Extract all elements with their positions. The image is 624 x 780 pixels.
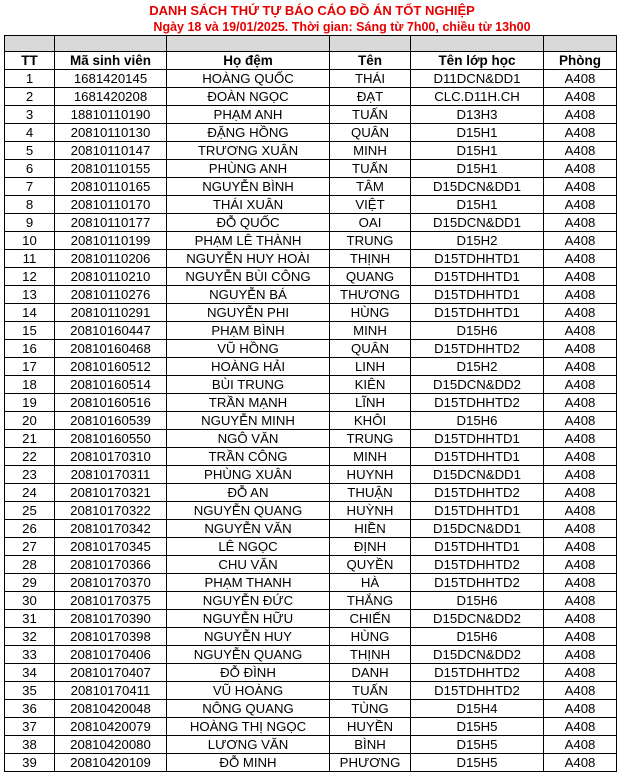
- room-cell: A408: [544, 178, 617, 196]
- room-cell: A408: [544, 466, 617, 484]
- surname-cell: BÙI TRUNG: [167, 376, 330, 394]
- room-cell: A408: [544, 736, 617, 754]
- table-row: [5, 430, 617, 448]
- class-cell: D15H6: [411, 322, 544, 340]
- row-number-cell: 3: [5, 106, 55, 124]
- room-cell: A408: [544, 394, 617, 412]
- blank-cell: [544, 36, 617, 52]
- column-header-room: Phòng: [544, 52, 617, 70]
- surname-cell: NGUYỄN VĂN: [167, 520, 330, 538]
- class-cell: D15DCN&DD1: [411, 178, 544, 196]
- surname-cell: TRẦN CÔNG: [167, 448, 330, 466]
- table-row: [5, 322, 617, 340]
- surname-cell: NÔNG QUANG: [167, 700, 330, 718]
- table-row: [5, 538, 617, 556]
- row-number-cell: 25: [5, 502, 55, 520]
- row-number-cell: 2: [5, 88, 55, 106]
- student-id-cell: 20810170310: [55, 448, 167, 466]
- row-number-cell: 13: [5, 286, 55, 304]
- table-row: [5, 412, 617, 430]
- room-cell: A408: [544, 376, 617, 394]
- row-number-cell: 24: [5, 484, 55, 502]
- given-name-cell: LINH: [330, 358, 411, 376]
- table-row: [5, 142, 617, 160]
- row-number-cell: 10: [5, 232, 55, 250]
- class-cell: D15TDHHTD2: [411, 682, 544, 700]
- row-number-cell: 31: [5, 610, 55, 628]
- room-cell: A408: [544, 124, 617, 142]
- room-cell: A408: [544, 610, 617, 628]
- student-id-cell: 20810110276: [55, 286, 167, 304]
- class-cell: D15H5: [411, 718, 544, 736]
- class-cell: D15TDHHTD1: [411, 304, 544, 322]
- table-row: [5, 718, 617, 736]
- surname-cell: TRƯƠNG XUÂN: [167, 142, 330, 160]
- class-cell: D15H5: [411, 754, 544, 772]
- class-cell: D15TDHHTD2: [411, 664, 544, 682]
- student-id-cell: 20810160516: [55, 394, 167, 412]
- row-number-cell: 1: [5, 70, 55, 88]
- given-name-cell: QUANG: [330, 268, 411, 286]
- surname-cell: PHÙNG ANH: [167, 160, 330, 178]
- room-cell: A408: [544, 304, 617, 322]
- surname-cell: NGUYỄN HUY HOÀI: [167, 250, 330, 268]
- table-row: [5, 196, 617, 214]
- student-schedule-table: [4, 35, 617, 772]
- table-row: [5, 484, 617, 502]
- room-cell: A408: [544, 88, 617, 106]
- row-number-cell: 7: [5, 178, 55, 196]
- student-id-cell: 20810420109: [55, 754, 167, 772]
- student-id-cell: 20810170345: [55, 538, 167, 556]
- room-cell: A408: [544, 286, 617, 304]
- student-id-cell: 20810170370: [55, 574, 167, 592]
- table-row: [5, 628, 617, 646]
- surname-cell: NGÔ VĂN: [167, 430, 330, 448]
- row-number-cell: 23: [5, 466, 55, 484]
- table-body: [5, 70, 617, 772]
- room-cell: A408: [544, 340, 617, 358]
- class-cell: D15H2: [411, 232, 544, 250]
- student-id-cell: 20810420080: [55, 736, 167, 754]
- class-cell: D15DCN&DD2: [411, 646, 544, 664]
- class-cell: D15H6: [411, 412, 544, 430]
- row-number-cell: 29: [5, 574, 55, 592]
- table-row: [5, 178, 617, 196]
- table-row: [5, 106, 617, 124]
- column-header-tt: TT: [5, 52, 55, 70]
- row-number-cell: 4: [5, 124, 55, 142]
- surname-cell: TRẦN MẠNH: [167, 394, 330, 412]
- given-name-cell: BÌNH: [330, 736, 411, 754]
- given-name-cell: THUẬN: [330, 484, 411, 502]
- room-cell: A408: [544, 232, 617, 250]
- row-number-cell: 11: [5, 250, 55, 268]
- blank-cell: [5, 36, 55, 52]
- room-cell: A408: [544, 196, 617, 214]
- blank-cell: [167, 36, 330, 52]
- table-row: [5, 646, 617, 664]
- given-name-cell: THÁI: [330, 70, 411, 88]
- document-title: DANH SÁCH THỨ TỰ BÁO CÁO ĐỒ ÁN TỐT NGHIỆP: [149, 3, 475, 18]
- student-id-cell: 20810110291: [55, 304, 167, 322]
- class-cell: D13H3: [411, 106, 544, 124]
- class-cell: D15TDHHTD1: [411, 502, 544, 520]
- surname-cell: ĐỖ AN: [167, 484, 330, 502]
- room-cell: A408: [544, 556, 617, 574]
- class-cell: D15DCN&DD2: [411, 376, 544, 394]
- surname-cell: LƯƠNG VĂN: [167, 736, 330, 754]
- given-name-cell: MINH: [330, 448, 411, 466]
- row-number-cell: 37: [5, 718, 55, 736]
- given-name-cell: OAI: [330, 214, 411, 232]
- table-row: [5, 592, 617, 610]
- table-row: [5, 700, 617, 718]
- blank-cell: [330, 36, 411, 52]
- student-id-cell: 20810110199: [55, 232, 167, 250]
- class-cell: D15TDHHTD1: [411, 538, 544, 556]
- given-name-cell: THƯƠNG: [330, 286, 411, 304]
- given-name-cell: HUYNH: [330, 466, 411, 484]
- given-name-cell: HÙNG: [330, 304, 411, 322]
- class-cell: D15TDHHTD1: [411, 430, 544, 448]
- student-id-cell: 20810170398: [55, 628, 167, 646]
- student-id-cell: 20810160539: [55, 412, 167, 430]
- room-cell: A408: [544, 700, 617, 718]
- student-id-cell: 20810160468: [55, 340, 167, 358]
- surname-cell: NGUYỄN ĐỨC: [167, 592, 330, 610]
- room-cell: A408: [544, 412, 617, 430]
- class-cell: D15TDHHTD1: [411, 268, 544, 286]
- table-row: [5, 502, 617, 520]
- student-id-cell: 1681420208: [55, 88, 167, 106]
- given-name-cell: TÂM: [330, 178, 411, 196]
- table-row: [5, 358, 617, 376]
- document-subtitle: Ngày 18 và 19/01/2025. Thời gian: Sáng từ 7h00, chiều từ 13h00: [153, 20, 531, 34]
- student-id-cell: 20810420048: [55, 700, 167, 718]
- given-name-cell: TUẤN: [330, 160, 411, 178]
- table-row: [5, 340, 617, 358]
- table-row: [5, 160, 617, 178]
- table-row: [5, 520, 617, 538]
- class-cell: D15TDHHTD1: [411, 250, 544, 268]
- student-id-cell: 20810110155: [55, 160, 167, 178]
- room-cell: A408: [544, 646, 617, 664]
- surname-cell: ĐẶNG HỒNG: [167, 124, 330, 142]
- surname-cell: NGUYỄN HUY: [167, 628, 330, 646]
- row-number-cell: 30: [5, 592, 55, 610]
- given-name-cell: PHƯƠNG: [330, 754, 411, 772]
- class-cell: CLC.D11H.CH: [411, 88, 544, 106]
- room-cell: A408: [544, 142, 617, 160]
- student-id-cell: 20810170342: [55, 520, 167, 538]
- surname-cell: ĐOÀN NGỌC: [167, 88, 330, 106]
- given-name-cell: HIỀN: [330, 520, 411, 538]
- student-id-cell: 20810110206: [55, 250, 167, 268]
- given-name-cell: QUYỀN: [330, 556, 411, 574]
- surname-cell: PHẠM ANH: [167, 106, 330, 124]
- surname-cell: PHẠM LÊ THÀNH: [167, 232, 330, 250]
- class-cell: D15TDHHTD2: [411, 394, 544, 412]
- given-name-cell: QUÂN: [330, 124, 411, 142]
- given-name-cell: THỊNH: [330, 250, 411, 268]
- room-cell: A408: [544, 430, 617, 448]
- surname-cell: NGUYỄN BÁ: [167, 286, 330, 304]
- surname-cell: VŨ HỒNG: [167, 340, 330, 358]
- table-row: [5, 664, 617, 682]
- surname-cell: ĐỖ MINH: [167, 754, 330, 772]
- room-cell: A408: [544, 484, 617, 502]
- room-cell: A408: [544, 592, 617, 610]
- surname-cell: PHẠM THANH: [167, 574, 330, 592]
- room-cell: A408: [544, 574, 617, 592]
- row-number-cell: 19: [5, 394, 55, 412]
- row-number-cell: 27: [5, 538, 55, 556]
- room-cell: A408: [544, 682, 617, 700]
- given-name-cell: THỊNH: [330, 646, 411, 664]
- student-id-cell: 20810160512: [55, 358, 167, 376]
- row-number-cell: 39: [5, 754, 55, 772]
- row-number-cell: 38: [5, 736, 55, 754]
- class-cell: D15DCN&DD2: [411, 610, 544, 628]
- given-name-cell: HUỲNH: [330, 502, 411, 520]
- column-header-student-id: Mã sinh viên: [55, 52, 167, 70]
- room-cell: A408: [544, 538, 617, 556]
- document-header: [0, 3, 624, 35]
- blank-cell: [411, 36, 544, 52]
- student-id-cell: 20810170411: [55, 682, 167, 700]
- row-number-cell: 35: [5, 682, 55, 700]
- given-name-cell: KIÊN: [330, 376, 411, 394]
- surname-cell: VŨ HOÀNG: [167, 682, 330, 700]
- room-cell: A408: [544, 520, 617, 538]
- class-cell: D15H1: [411, 196, 544, 214]
- row-number-cell: 9: [5, 214, 55, 232]
- table-row: [5, 376, 617, 394]
- student-id-cell: 20810110170: [55, 196, 167, 214]
- class-cell: D15TDHHTD2: [411, 556, 544, 574]
- table-row: [5, 736, 617, 754]
- room-cell: A408: [544, 358, 617, 376]
- row-number-cell: 34: [5, 664, 55, 682]
- class-cell: D15H6: [411, 628, 544, 646]
- class-cell: D15H4: [411, 700, 544, 718]
- given-name-cell: THẮNG: [330, 592, 411, 610]
- class-cell: D15TDHHTD2: [411, 340, 544, 358]
- given-name-cell: LĨNH: [330, 394, 411, 412]
- table-row: [5, 466, 617, 484]
- surname-cell: HOÀNG THỊ NGỌC: [167, 718, 330, 736]
- surname-cell: THÁI XUÂN: [167, 196, 330, 214]
- given-name-cell: HUYỀN: [330, 718, 411, 736]
- room-cell: A408: [544, 718, 617, 736]
- student-id-cell: 20810110165: [55, 178, 167, 196]
- row-number-cell: 12: [5, 268, 55, 286]
- table-row: [5, 268, 617, 286]
- class-cell: D15DCN&DD1: [411, 466, 544, 484]
- table-row: [5, 286, 617, 304]
- surname-cell: PHÙNG XUÂN: [167, 466, 330, 484]
- room-cell: A408: [544, 70, 617, 88]
- student-id-cell: 20810420079: [55, 718, 167, 736]
- room-cell: A408: [544, 628, 617, 646]
- blank-cell: [55, 36, 167, 52]
- room-cell: A408: [544, 502, 617, 520]
- header-row: [5, 52, 617, 70]
- row-number-cell: 32: [5, 628, 55, 646]
- class-cell: D11DCN&DD1: [411, 70, 544, 88]
- table-row: [5, 556, 617, 574]
- given-name-cell: TUẤN: [330, 682, 411, 700]
- table-row: [5, 232, 617, 250]
- row-number-cell: 5: [5, 142, 55, 160]
- student-id-cell: 20810160514: [55, 376, 167, 394]
- row-number-cell: 8: [5, 196, 55, 214]
- row-number-cell: 18: [5, 376, 55, 394]
- row-number-cell: 33: [5, 646, 55, 664]
- given-name-cell: CHIẾN: [330, 610, 411, 628]
- class-cell: D15DCN&DD1: [411, 520, 544, 538]
- student-id-cell: 20810110147: [55, 142, 167, 160]
- table-row: [5, 88, 617, 106]
- student-id-cell: 20810170321: [55, 484, 167, 502]
- room-cell: A408: [544, 268, 617, 286]
- table-row: [5, 304, 617, 322]
- table-row: [5, 682, 617, 700]
- class-cell: D15DCN&DD1: [411, 214, 544, 232]
- student-id-cell: 20810110177: [55, 214, 167, 232]
- surname-cell: HOÀNG QUỐC: [167, 70, 330, 88]
- row-number-cell: 15: [5, 322, 55, 340]
- class-cell: D15TDHHTD1: [411, 286, 544, 304]
- student-id-cell: 20810170366: [55, 556, 167, 574]
- surname-cell: NGUYỄN QUANG: [167, 646, 330, 664]
- room-cell: A408: [544, 322, 617, 340]
- given-name-cell: TRUNG: [330, 430, 411, 448]
- surname-cell: PHẠM BÌNH: [167, 322, 330, 340]
- column-header-given-name: Tên: [330, 52, 411, 70]
- student-id-cell: 1681420145: [55, 70, 167, 88]
- student-id-cell: 20810170322: [55, 502, 167, 520]
- class-cell: D15H1: [411, 160, 544, 178]
- surname-cell: ĐỖ QUỐC: [167, 214, 330, 232]
- given-name-cell: TUẤN: [330, 106, 411, 124]
- row-number-cell: 26: [5, 520, 55, 538]
- row-number-cell: 36: [5, 700, 55, 718]
- student-id-cell: 20810110210: [55, 268, 167, 286]
- surname-cell: HOÀNG HẢI: [167, 358, 330, 376]
- room-cell: A408: [544, 754, 617, 772]
- row-number-cell: 14: [5, 304, 55, 322]
- column-header-class: Tên lớp học: [411, 52, 544, 70]
- room-cell: A408: [544, 664, 617, 682]
- given-name-cell: KHÔI: [330, 412, 411, 430]
- table-row: [5, 448, 617, 466]
- class-cell: D15H2: [411, 358, 544, 376]
- student-id-cell: 18810110190: [55, 106, 167, 124]
- class-cell: D15TDHHTD2: [411, 484, 544, 502]
- student-id-cell: 20810160550: [55, 430, 167, 448]
- student-id-cell: 20810170375: [55, 592, 167, 610]
- room-cell: A408: [544, 250, 617, 268]
- class-cell: D15TDHHTD2: [411, 574, 544, 592]
- student-id-cell: 20810170407: [55, 664, 167, 682]
- room-cell: A408: [544, 448, 617, 466]
- surname-cell: ĐỖ ĐÌNH: [167, 664, 330, 682]
- table-row: [5, 214, 617, 232]
- table-row: [5, 70, 617, 88]
- student-id-cell: 20810170390: [55, 610, 167, 628]
- given-name-cell: HÀ: [330, 574, 411, 592]
- row-number-cell: 6: [5, 160, 55, 178]
- surname-cell: NGUYỄN BÌNH: [167, 178, 330, 196]
- given-name-cell: HÙNG: [330, 628, 411, 646]
- class-cell: D15TDHHTD1: [411, 448, 544, 466]
- table-row: [5, 250, 617, 268]
- surname-cell: NGUYỄN PHI: [167, 304, 330, 322]
- table-row: [5, 124, 617, 142]
- table-row: [5, 610, 617, 628]
- surname-cell: NGUYỄN HỮU: [167, 610, 330, 628]
- blank-gray-row: [5, 36, 617, 52]
- column-header-surname: Họ đệm: [167, 52, 330, 70]
- given-name-cell: TÙNG: [330, 700, 411, 718]
- surname-cell: LÊ NGỌC: [167, 538, 330, 556]
- student-id-cell: 20810170406: [55, 646, 167, 664]
- given-name-cell: QUÂN: [330, 340, 411, 358]
- room-cell: A408: [544, 214, 617, 232]
- given-name-cell: DANH: [330, 664, 411, 682]
- given-name-cell: ĐẠT: [330, 88, 411, 106]
- room-cell: A408: [544, 160, 617, 178]
- student-id-cell: 20810110130: [55, 124, 167, 142]
- room-cell: A408: [544, 106, 617, 124]
- row-number-cell: 16: [5, 340, 55, 358]
- table-row: [5, 574, 617, 592]
- class-cell: D15H5: [411, 736, 544, 754]
- row-number-cell: 21: [5, 430, 55, 448]
- surname-cell: NGUYỄN MINH: [167, 412, 330, 430]
- student-id-cell: 20810170311: [55, 466, 167, 484]
- surname-cell: CHU VĂN: [167, 556, 330, 574]
- class-cell: D15H1: [411, 124, 544, 142]
- class-cell: D15H1: [411, 142, 544, 160]
- row-number-cell: 28: [5, 556, 55, 574]
- surname-cell: NGUYỄN QUANG: [167, 502, 330, 520]
- row-number-cell: 20: [5, 412, 55, 430]
- class-cell: D15H6: [411, 592, 544, 610]
- given-name-cell: MINH: [330, 322, 411, 340]
- row-number-cell: 22: [5, 448, 55, 466]
- table-row: [5, 394, 617, 412]
- surname-cell: NGUYỄN BÙI CÔNG: [167, 268, 330, 286]
- given-name-cell: VIỆT: [330, 196, 411, 214]
- given-name-cell: TRUNG: [330, 232, 411, 250]
- given-name-cell: MINH: [330, 142, 411, 160]
- row-number-cell: 17: [5, 358, 55, 376]
- table-row: [5, 754, 617, 772]
- student-id-cell: 20810160447: [55, 322, 167, 340]
- given-name-cell: ĐỊNH: [330, 538, 411, 556]
